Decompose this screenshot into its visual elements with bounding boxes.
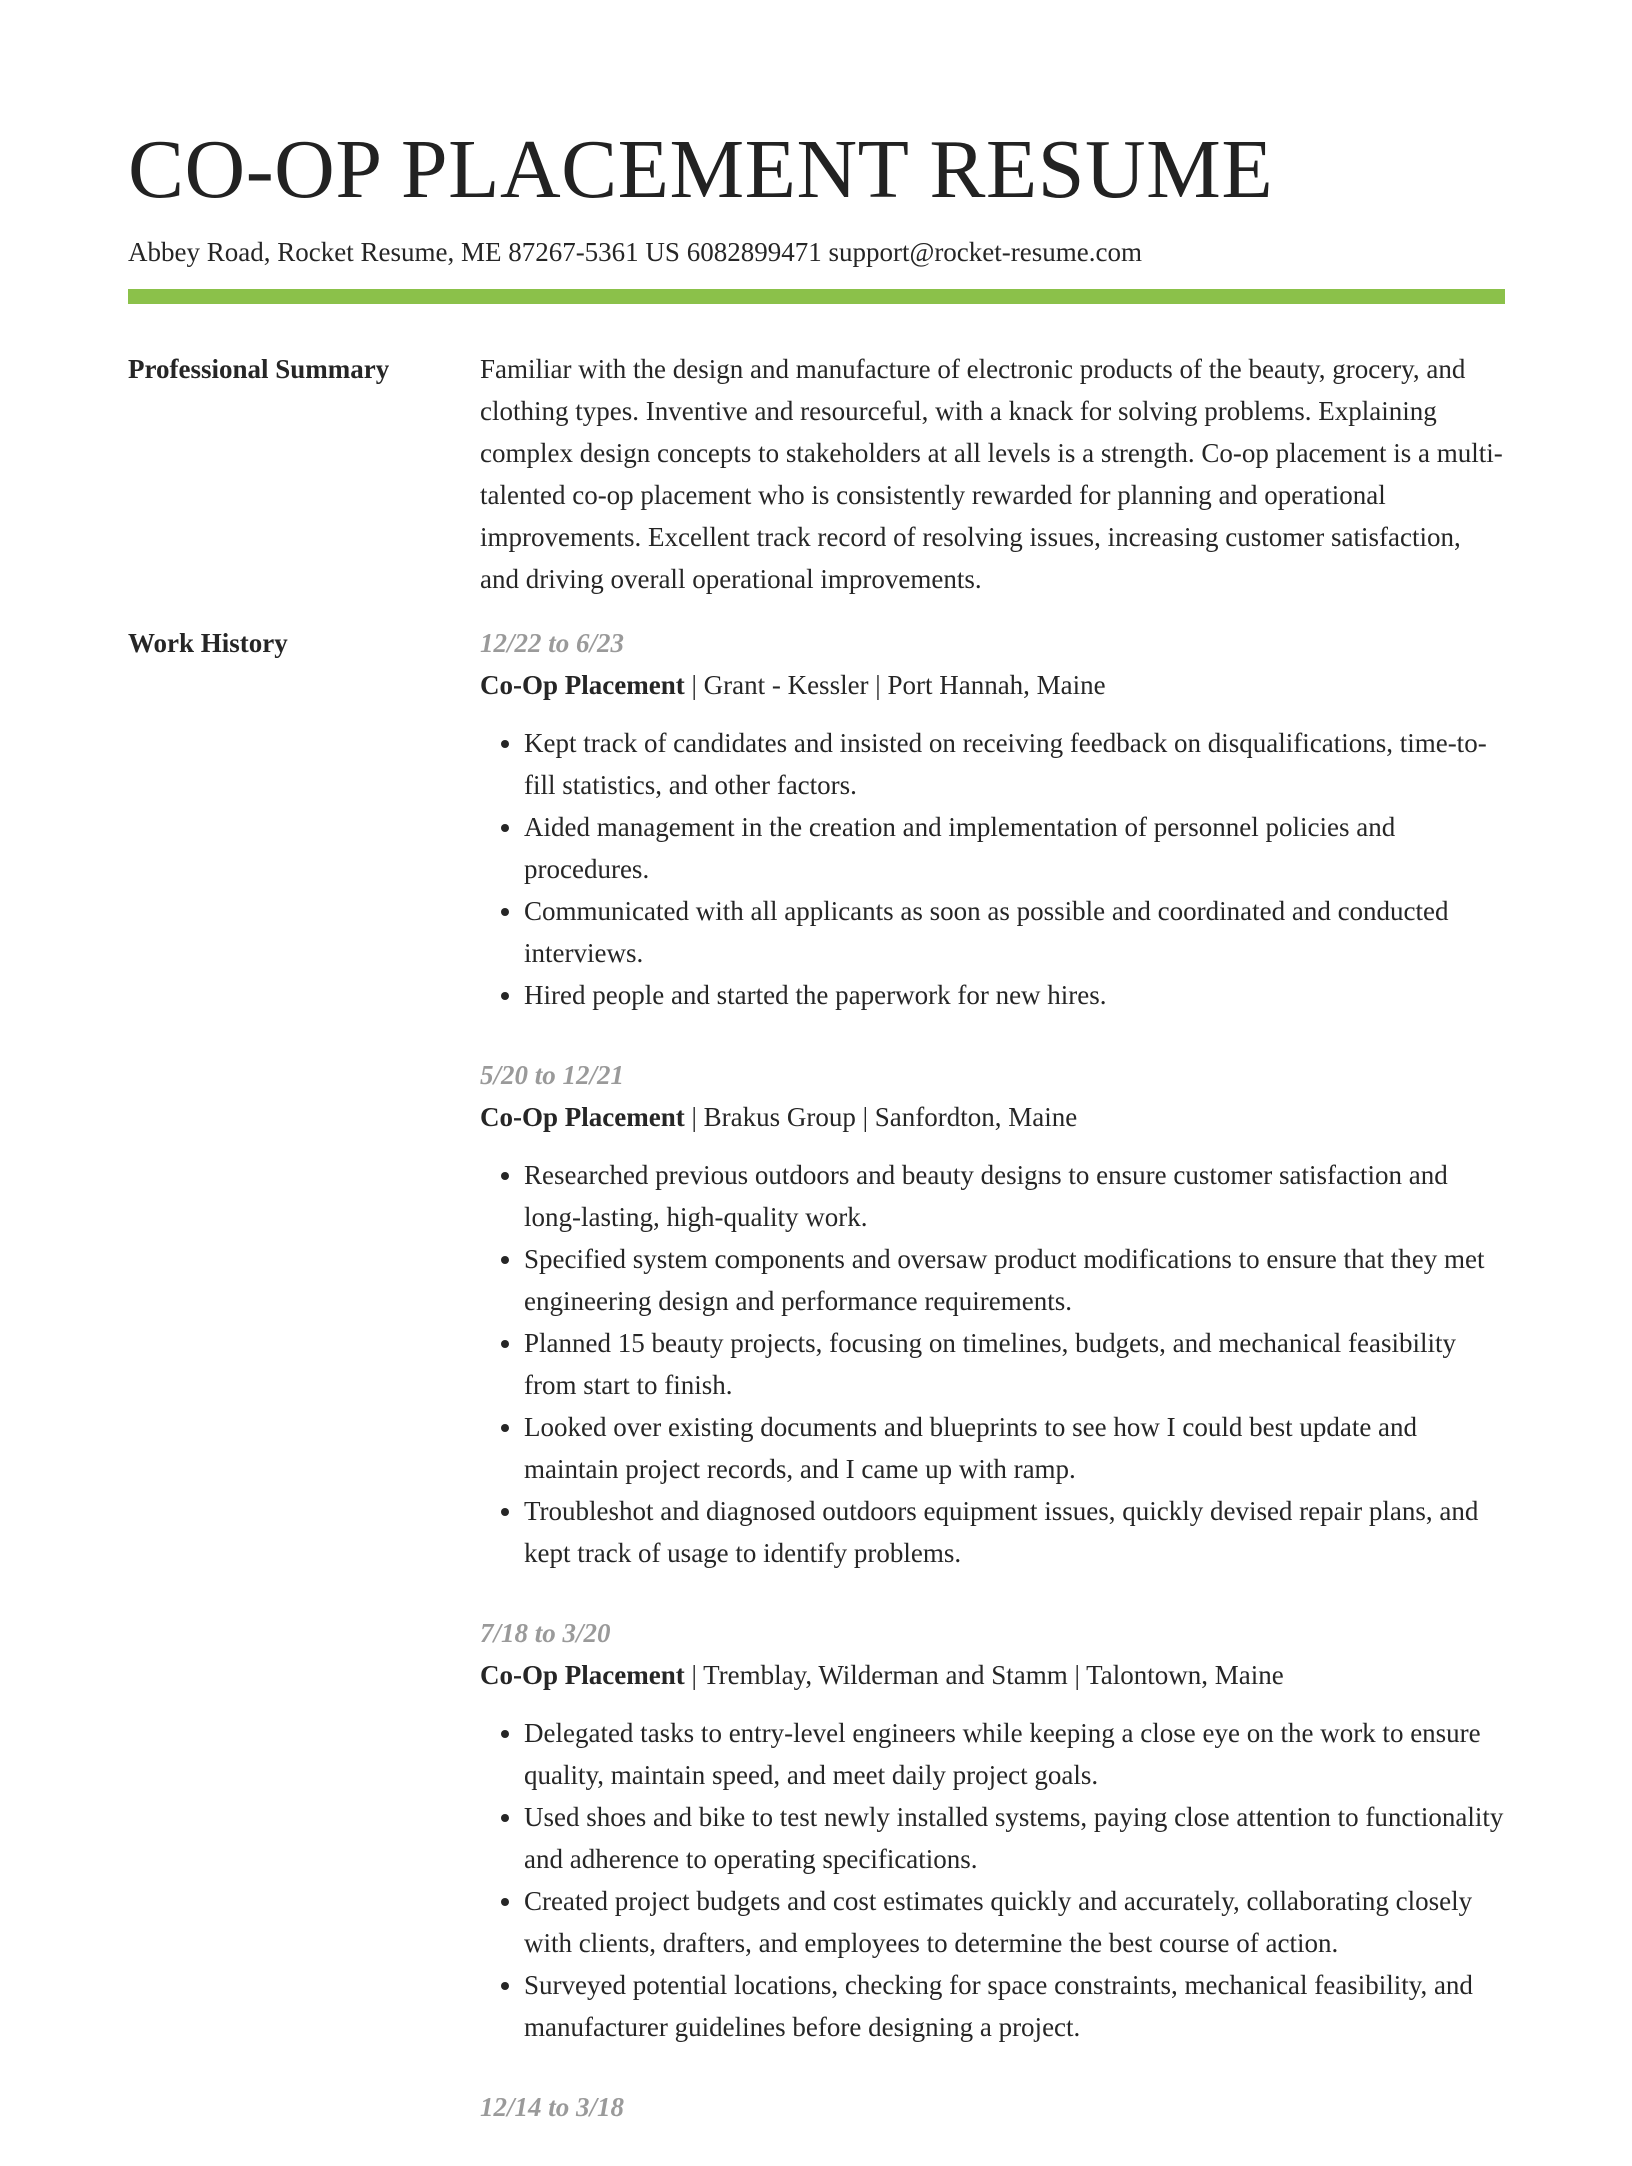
job-dates: 12/14 to 3/18 xyxy=(480,2092,625,2122)
job-dates: 7/18 to 3/20 xyxy=(480,1618,611,1648)
job-bullets xyxy=(480,1712,1505,2048)
contact-address: Abbey Road, Rocket Resume, ME 87267-5361 US xyxy=(128,237,680,267)
contact-line xyxy=(128,234,1505,270)
work-history-heading: Work History xyxy=(128,628,288,658)
job-bullet: • Used shoes and bike to test newly installed systems, paying close attention to functionality and adherence to operating specifications. xyxy=(524,1796,1505,1880)
job-dates: 12/22 to 6/23 xyxy=(480,628,625,658)
resume-page xyxy=(128,118,1505,2166)
job-entry xyxy=(480,1054,1505,1574)
job-bullet: • Planned 15 beauty projects, focusing on timelines, budgets, and mechanical feasibility from start to finish. xyxy=(524,1322,1505,1406)
job-bullets xyxy=(480,1154,1505,1574)
resume-title: CO-OP PLACEMENT RESUME xyxy=(128,123,1274,216)
job-bullet: • Communicated with all applicants as soon as possible and coordinated and conducted interviews. xyxy=(524,890,1505,974)
job-details: | Grant - Kessler | Port Hannah, Maine xyxy=(684,670,1106,700)
job-heading xyxy=(480,1096,1505,1138)
contact-phone: 6082899471 xyxy=(686,237,822,267)
header-divider xyxy=(128,289,1505,304)
job-bullets xyxy=(480,722,1505,1016)
summary-text: Familiar with the design and manufacture of electronic products of the beauty, grocery, and clothing types. Inventive and resourceful, with a knack for solving problems. Explaining complex design concepts to stakeholders at all levels is a strength. Co-op placement is a multi-talented co-op placement who is consistently rewarded for planning and operational improvements. Excellent track record of resolving issues, increasing customer satisfaction, and driving overall operational improvements. xyxy=(480,354,1503,594)
job-entry xyxy=(480,1612,1505,2048)
summary-heading: Professional Summary xyxy=(128,354,390,384)
job-entry xyxy=(480,2086,1505,2128)
job-bullet: • Surveyed potential locations, checking for space constraints, mechanical feasibility, and manufacturer guidelines before designing a project. xyxy=(524,1964,1505,2048)
job-title: Co-Op Placement xyxy=(480,670,685,700)
job-bullet: • Troubleshot and diagnosed outdoors equipment issues, quickly devised repair plans, and kept track of usage to identify problems. xyxy=(524,1490,1505,1574)
job-dates: 5/20 to 12/21 xyxy=(480,1060,625,1090)
work-history-section xyxy=(128,630,1505,2166)
job-bullet: • Delegated tasks to entry-level engineers while keeping a close eye on the work to ensure quality, maintain speed, and meet daily project goals. xyxy=(524,1712,1505,1796)
job-bullet: • Aided management in the creation and implementation of personnel policies and procedures. xyxy=(524,806,1505,890)
job-title: Co-Op Placement xyxy=(480,1102,685,1132)
summary-section xyxy=(128,356,1505,600)
contact-email: support@rocket-resume.com xyxy=(828,237,1142,267)
work-history-body xyxy=(480,622,1505,2166)
job-heading xyxy=(480,664,1505,706)
job-bullet: • Created project budgets and cost estimates quickly and accurately, collaborating closely with clients, drafters, and employees to determine the best course of action. xyxy=(524,1880,1505,1964)
job-bullet: • Specified system components and oversaw product modifications to ensure that they met engineering design and performance requirements. xyxy=(524,1238,1505,1322)
job-details: | Brakus Group | Sanfordton, Maine xyxy=(684,1102,1078,1132)
job-bullet: • Researched previous outdoors and beauty designs to ensure customer satisfaction and long-lasting, high-quality work. xyxy=(524,1154,1505,1238)
summary-body xyxy=(480,348,1505,600)
job-details: | Tremblay, Wilderman and Stamm | Talontown, Maine xyxy=(684,1660,1284,1690)
job-bullet: • Kept track of candidates and insisted on receiving feedback on disqualifications, time-to-fill statistics, and other factors. xyxy=(524,722,1505,806)
job-title: Co-Op Placement xyxy=(480,1660,685,1690)
job-heading xyxy=(480,1654,1505,1696)
job-bullet: • Looked over existing documents and blueprints to see how I could best update and maintain project records, and I came up with ramp. xyxy=(524,1406,1505,1490)
job-entry xyxy=(480,622,1505,1016)
job-bullet: • Hired people and started the paperwork for new hires. xyxy=(524,974,1505,1016)
